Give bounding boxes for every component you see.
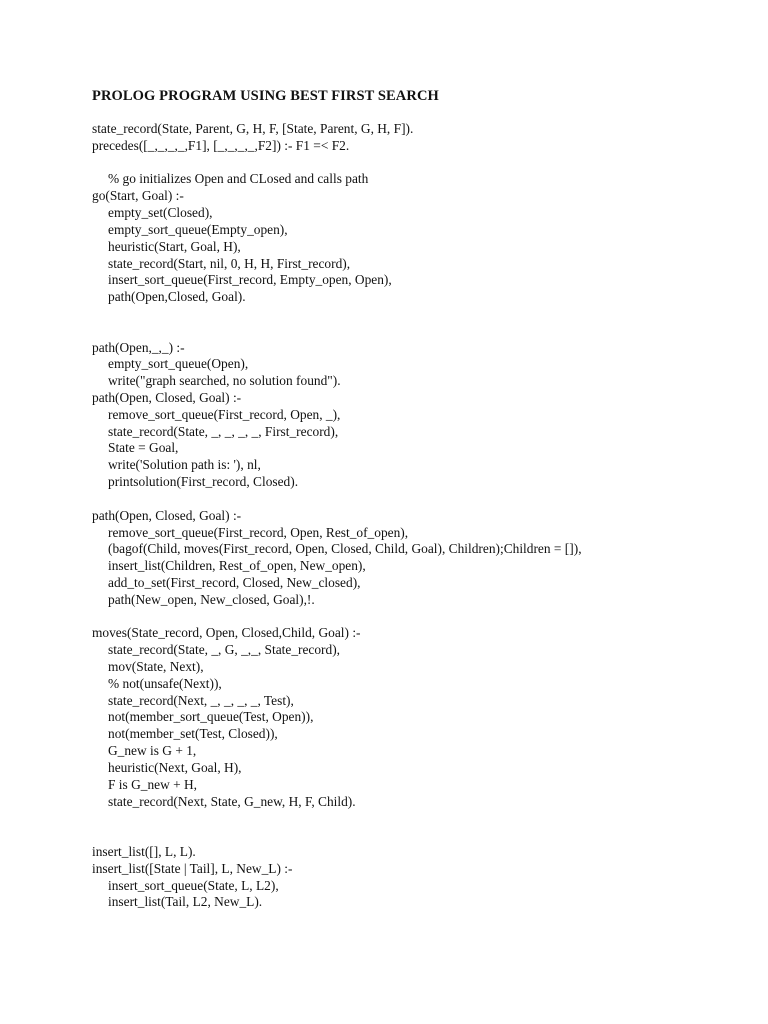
code-line: empty_sort_queue(Empty_open), [108,221,288,237]
blank-line [92,827,752,844]
code-line: state_record(State, _, _, _, _, First_record), [108,423,339,439]
blank-line [92,609,752,626]
code-line: not(member_sort_queue(Test, Open)), [108,709,314,725]
code-line: % go initializes Open and CLosed and calls path [108,171,369,187]
code-line: path(Open,Closed, Goal). [108,289,246,305]
code-line: mov(State, Next), [108,659,204,674]
code-line: F is G_new + H, [108,776,198,792]
code-line: insert_sort_queue(State, L, L2), [108,877,279,893]
code-line: path(Open, Closed, Goal) :- [92,390,242,405]
code-line: state_record(Next, State, G_new, H, F, Child). [108,793,356,809]
code-line: remove_sort_queue(First_record, Open, _), [108,406,341,422]
code-line: moves(State_record, Open, Closed,Child, Goal) :- [92,625,361,641]
code-line: insert_list(Children, Rest_of_open, New_open), [108,558,366,574]
code-line: write('Solution path is: '), nl, [108,457,261,473]
code-line: (bagof(Child, moves(First_record, Open, Closed, Child, Goal), Children);Children = []), [108,541,582,557]
code-line: write("graph searched, no solution found"). [108,373,341,389]
code-line: state_record(State, _, G, _,_, State_record), [108,642,341,658]
code-line: % not(unsafe(Next)), [108,675,222,691]
code-line: remove_sort_queue(First_record, Open, Rest_of_open), [108,524,409,540]
blank-line [92,810,752,827]
code-line: path(Open, Closed, Goal) :- [92,507,242,523]
code-line: State = Goal, [108,440,179,456]
document-title: PROLOG PROGRAM USING BEST FIRST SEARCH [92,88,439,104]
code-line: path(New_open, New_closed, Goal),!. [108,591,315,607]
code-line: printsolution(First_record, Closed). [108,474,299,490]
code-line: precedes([_,_,_,_,F1], [_,_,_,_,F2]) :- F1 =< F2. [92,137,350,153]
blank-line [92,306,752,323]
code-line: not(member_set(Test, Closed)), [108,726,278,742]
code-line: empty_set(Closed), [108,205,213,221]
code-line: heuristic(Next, Goal, H), [108,759,242,775]
code-line: path(Open,_,_) :- [92,339,185,355]
code-line: heuristic(Start, Goal, H), [108,238,241,254]
code-line: insert_sort_queue(First_record, Empty_open, Open), [108,272,392,288]
blank-line [92,491,752,508]
code-line: insert_list(Tail, L2, New_L). [108,894,263,910]
code-line: state_record(State, Parent, G, H, F, [State, Parent, G, H, F]). [92,121,414,136]
code-line: go(Start, Goal) :- [92,188,184,204]
blank-line [92,323,752,340]
code-line: insert_list([State | Tail], L, New_L) :- [92,860,293,876]
code-line: add_to_set(First_record, Closed, New_closed), [108,574,361,590]
code-line: G_new is G + 1, [108,743,197,759]
code-line: empty_sort_queue(Open), [108,356,249,372]
code-line: state_record(Next, _, _, _, _, Test), [108,692,294,708]
blank-line [92,155,752,172]
code-line: insert_list([], L, L). [92,843,196,859]
code-listing [92,121,752,911]
code-line: state_record(Start, nil, 0, H, H, First_record), [108,255,351,271]
